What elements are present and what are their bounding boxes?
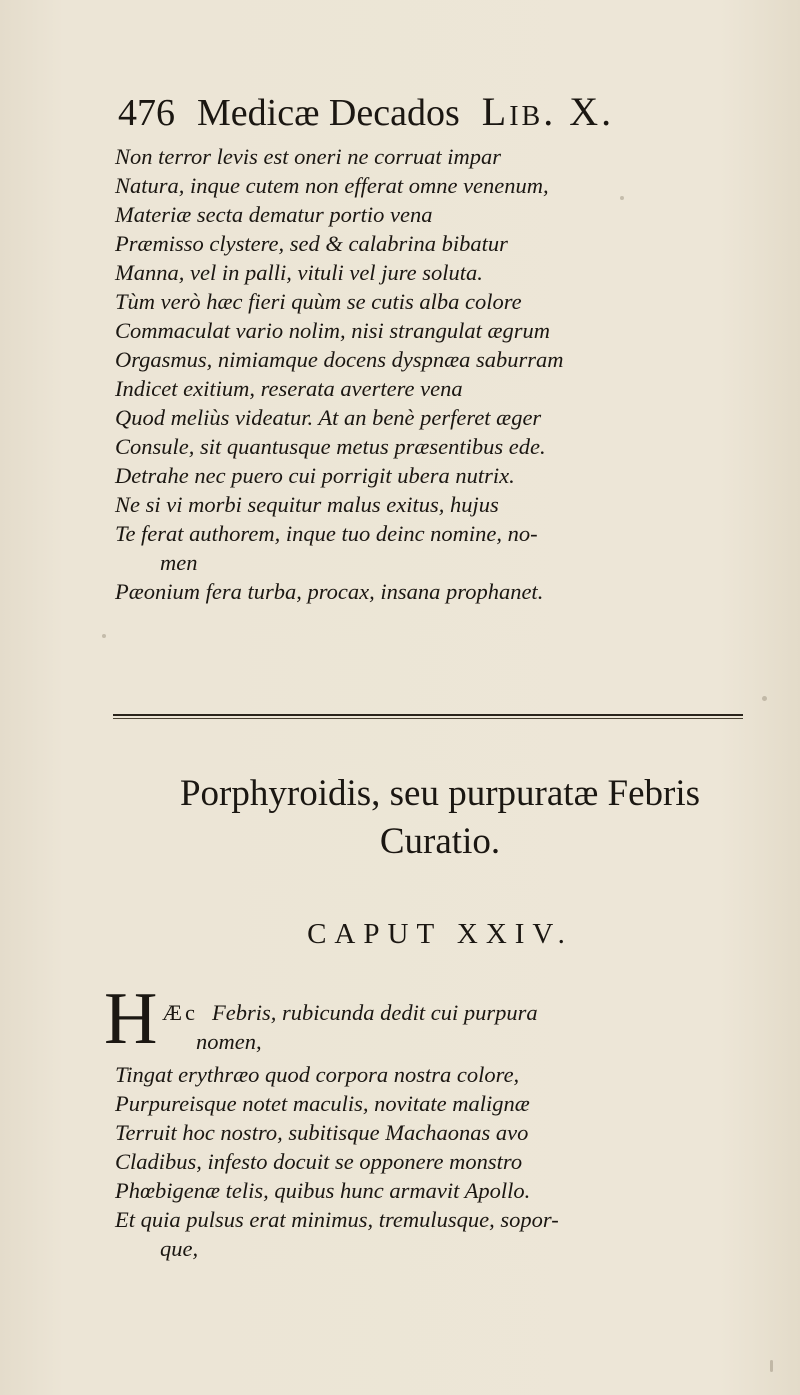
verse-line: Non terror levis est oneri ne corruat impar — [115, 144, 502, 169]
section-divider — [113, 714, 743, 719]
verse-line: Tùm verò hæc fieri quùm se cutis alba colore — [115, 289, 522, 314]
paper-speck — [102, 634, 106, 638]
section-title-line1: Porphyroidis, seu purpuratæ Febris — [179, 773, 701, 814]
section-title-line2: Curatio. — [379, 821, 501, 862]
paper-speck — [770, 1360, 773, 1372]
opening-lines — [162, 998, 782, 1056]
paper-speck — [620, 196, 624, 200]
verse-line: Pæonium fera turba, procax, insana prophanet. — [115, 579, 544, 604]
verse-line-continuation: men — [160, 550, 198, 575]
verse-line: Detrahe nec puero cui porrigit ubera nutrix. — [115, 463, 515, 488]
verse-block-body — [115, 1060, 775, 1263]
verse-line: Cladibus, infesto docuit se opponere monstro — [115, 1149, 523, 1174]
verse-line: Phœbigenæ telis, quibus hunc armavit Apollo. — [115, 1178, 531, 1203]
book-number: Lib. X. — [481, 89, 615, 134]
verse-line: Præmisso clystere, sed & calabrina bibatur — [115, 231, 508, 256]
chapter-heading: CAPUT XXIV. — [307, 918, 573, 950]
verse-line: Manna, vel in palli, vituli vel jure soluta. — [115, 260, 483, 285]
verse-line: Quod meliùs videatur. At an benè perferet æger — [115, 405, 542, 430]
section-title — [100, 770, 780, 866]
opening-line-text: Febris, rubicunda dedit cui purpura — [212, 1000, 538, 1025]
verse-line: Purpureisque notet maculis, novitate malignæ — [115, 1091, 530, 1116]
opening-caps: Æc — [162, 1000, 198, 1025]
verse-line: Orgasmus, nimiamque docens dyspnæa saburram — [115, 347, 564, 372]
verse-line: Indicet exitium, reserata avertere vena — [115, 376, 463, 401]
verse-line: Natura, inque cutem non efferat omne venenum, — [115, 173, 549, 198]
verse-line: Consule, sit quantusque metus præsentibus ede. — [115, 434, 546, 459]
opening-line-continuation: nomen, — [196, 1029, 262, 1054]
page-number: 476 — [118, 92, 175, 134]
verse-block-top — [115, 142, 775, 606]
verse-line-continuation: que, — [160, 1236, 199, 1261]
verse-line: Tingat erythræo quod corpora nostra colore, — [115, 1062, 520, 1087]
drop-cap: H — [104, 978, 158, 1060]
running-title: Medicæ Decados — [197, 92, 460, 134]
verse-line: Et quia pulsus erat minimus, tremulusque, sopor- — [115, 1207, 559, 1232]
paper-speck — [762, 696, 767, 701]
running-header — [118, 88, 718, 135]
verse-line: Materiæ secta dematur portio vena — [115, 202, 433, 227]
verse-line: Te ferat authorem, inque tuo deinc nomine, no- — [115, 521, 538, 546]
verse-line: Commaculat vario nolim, nisi strangulat ægrum — [115, 318, 551, 343]
verse-line: Terruit hoc nostro, subitisque Machaonas avo — [115, 1120, 529, 1145]
verse-line: Ne si vi morbi sequitur malus exitus, hujus — [115, 492, 499, 517]
